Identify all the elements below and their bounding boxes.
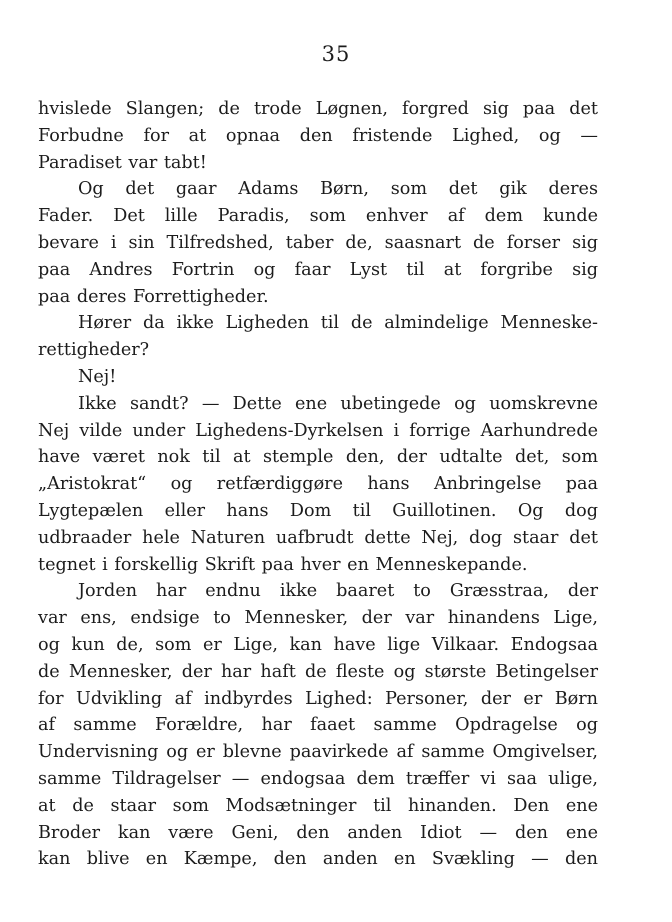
text-line: Ikke sandt? — Dette ene ubetingede og uomskrevne — [78, 393, 598, 414]
text-line: Lygtepælen eller hans Dom til Guillotinen. Og dog — [38, 500, 598, 521]
text-line: for Udvikling af indbyrdes Lighed: Personer, der er Børn — [38, 688, 598, 709]
text-line: bevare i sin Tilfredshed, taber de, saasnart de forser sig — [38, 232, 598, 253]
text-line: at de staar som Modsætninger til hinanden. Den ene — [38, 795, 598, 816]
text-line: Broder kan være Geni, den anden Idiot — den ene — [38, 822, 598, 843]
text-line: var ens, endsige to Mennesker, der var hinandens Lige, — [38, 608, 598, 629]
text-line: have været nok til at stemple den, der udtalte det, som — [38, 447, 598, 468]
text-line: Nej vilde under Lighedens-Dyrkelsen i forrige Aarhundrede — [38, 420, 598, 441]
text-line: udbraader hele Naturen uafbrudt dette Nej, dog staar det — [38, 527, 598, 548]
body-text — [38, 96, 598, 873]
text-line: Jorden har endnu ikke baaret to Græsstraa, der — [78, 581, 598, 602]
text-line: Fader. Det lille Paradis, som enhver af dem kunde — [38, 206, 598, 227]
text-line: tegnet i forskellig Skrift paa hver en Menneskepande. — [38, 554, 528, 575]
text-line: Undervisning og er blevne paavirkede af samme Omgivelser, — [38, 742, 598, 763]
text-line: Hører da ikke Ligheden til de almindelige Menneske- — [78, 313, 598, 334]
text-line: de Mennesker, der har haft de fleste og største Betingelser — [38, 661, 598, 682]
page-number: 35 — [321, 42, 351, 66]
text-line: rettigheder? — [38, 340, 150, 361]
text-line: paa deres Forrettigheder. — [38, 286, 269, 307]
text-line: Og det gaar Adams Børn, som det gik deres — [78, 179, 598, 200]
text-line: Forbudne for at opnaa den fristende Lighed, og — — [38, 125, 598, 146]
text-line: Nej! — [78, 366, 117, 387]
text-line: hvislede Slangen; de trode Løgnen, forgred sig paa det — [38, 99, 598, 119]
text-line: samme Tildragelser — endogsaa dem træffer vi saa ulige, — [38, 768, 598, 789]
text-line: paa Andres Fortrin og faar Lyst til at forgribe sig — [38, 259, 598, 280]
text-line: kan blive en Kæmpe, den anden en Svækling — den — [38, 849, 598, 870]
text-line: Paradiset var tabt! — [38, 152, 207, 173]
text-line: af samme Forældre, har faaet samme Opdragelse og — [38, 715, 598, 736]
text-line: og kun de, som er Lige, kan have lige Vilkaar. Endogsaa — [38, 634, 598, 655]
text-line: „Aristokrat“ og retfærdiggøre hans Anbringelse paa — [38, 474, 598, 495]
